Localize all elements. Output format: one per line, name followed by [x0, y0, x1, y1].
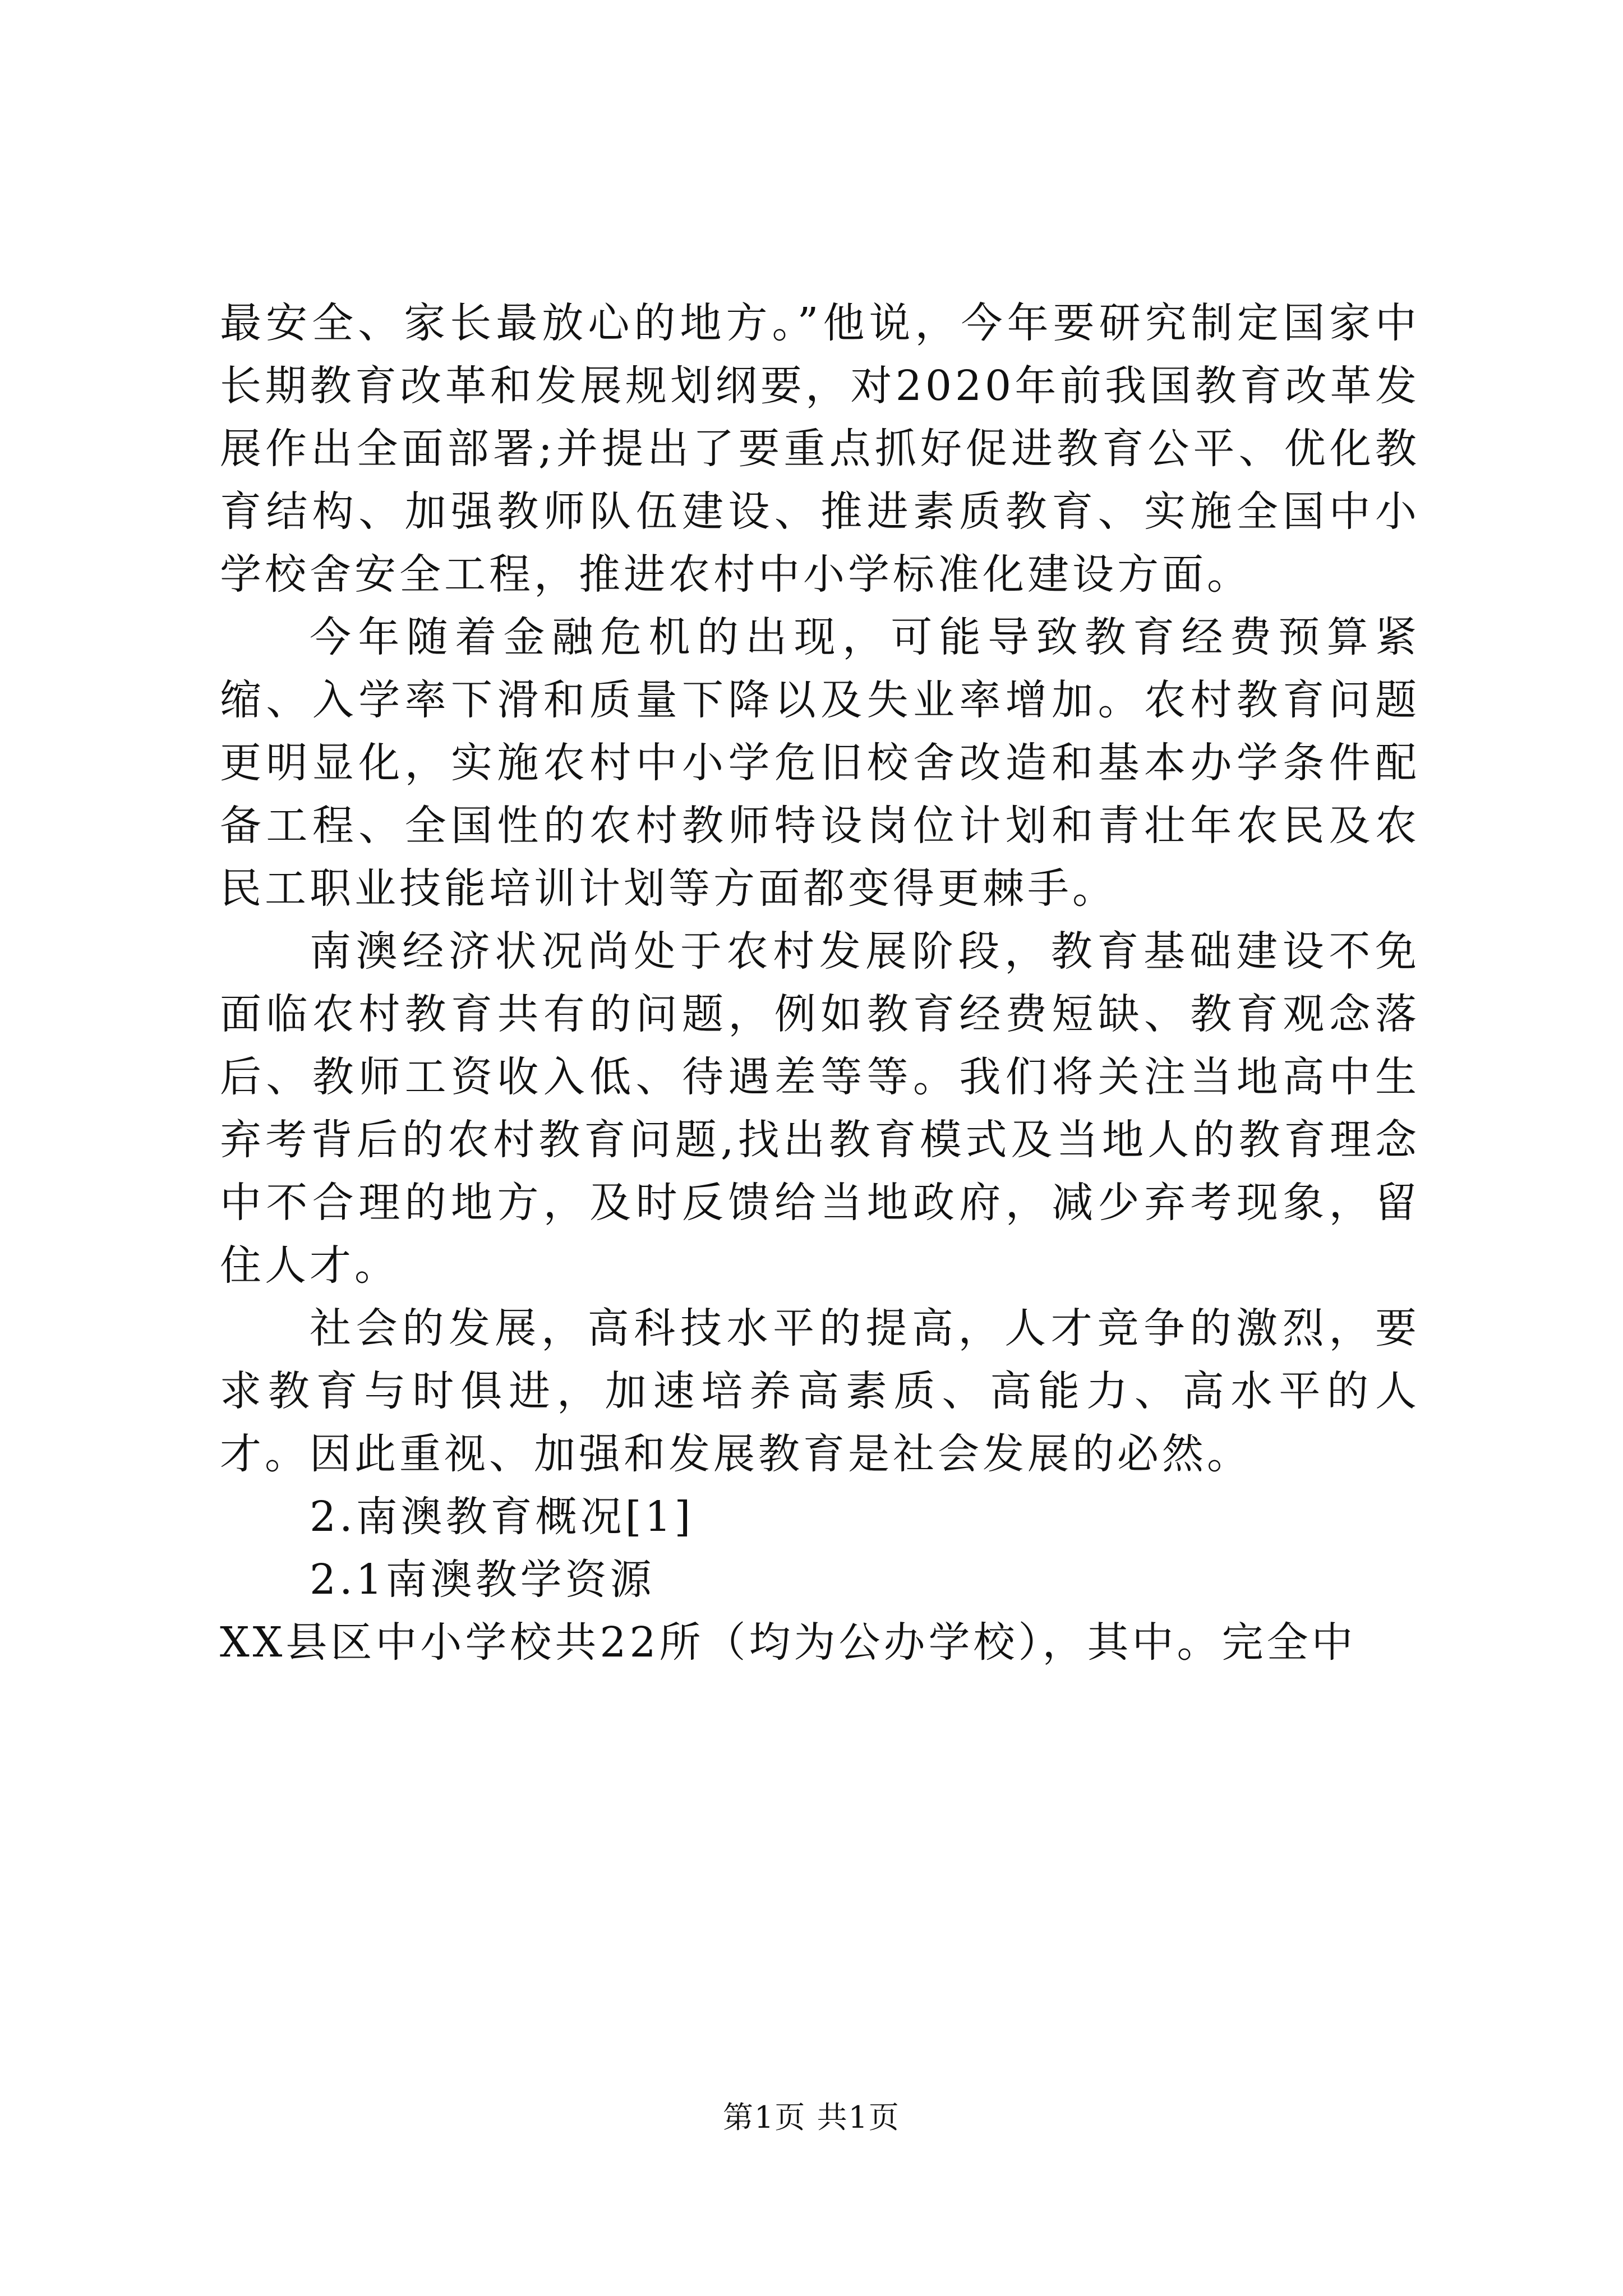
section-heading-2: 2.南澳教育概况[1]	[310, 1493, 694, 1541]
page-number-label: 第1页 共1页	[723, 2100, 900, 2135]
document-body	[220, 292, 1420, 1674]
paragraph-5: XX县区中小学校共22所（均为公办学校），其中。完全中	[220, 1618, 1357, 1667]
subsection-heading-2-1: 2.1南澳教学资源	[310, 1556, 655, 1604]
page-footer	[0, 2098, 1623, 2137]
paragraph-3: 南澳经济状况尚处于农村发展阶段，教育基础建设不免面临农村教育共有的问题，例如教育经费短缺、教育观念落后、教师工资收入低、待遇差等等。我们将关注当地高中生弃考背后的农村教育问题,找出教育模式及当地人的教育理念中不合理的地方，及时反馈给当地政府，减少弃考现象，留住人才。	[220, 927, 1420, 1290]
paragraph-4: 社会的发展，高科技水平的提高，人才竞争的激烈，要求教育与时俱进，加速培养高素质、高能力、高水平的人才。因此重视、加强和发展教育是社会发展的必然。	[220, 1304, 1420, 1478]
paragraph-2: 今年随着金融危机的出现，可能导致教育经费预算紧缩、入学率下滑和质量下降以及失业率增加。农村教育问题更明显化，实施农村中小学危旧校舍改造和基本办学条件配备工程、全国性的农村教师特设岗位计划和青壮年农民及农民工职业技能培训计划等方面都变得更棘手。	[220, 613, 1420, 913]
paragraph-1: 最安全、家长最放心的地方。”他说，今年要研究制定国家中长期教育改革和发展规划纲要，对2020年前我国教育改革发展作出全面部署;并提出了要重点抓好促进教育公平、优化教育结构、加强教师队伍建设、推进素质教育、实施全国中小学校舍安全工程，推进农村中小学标准化建设方面。	[220, 299, 1420, 599]
